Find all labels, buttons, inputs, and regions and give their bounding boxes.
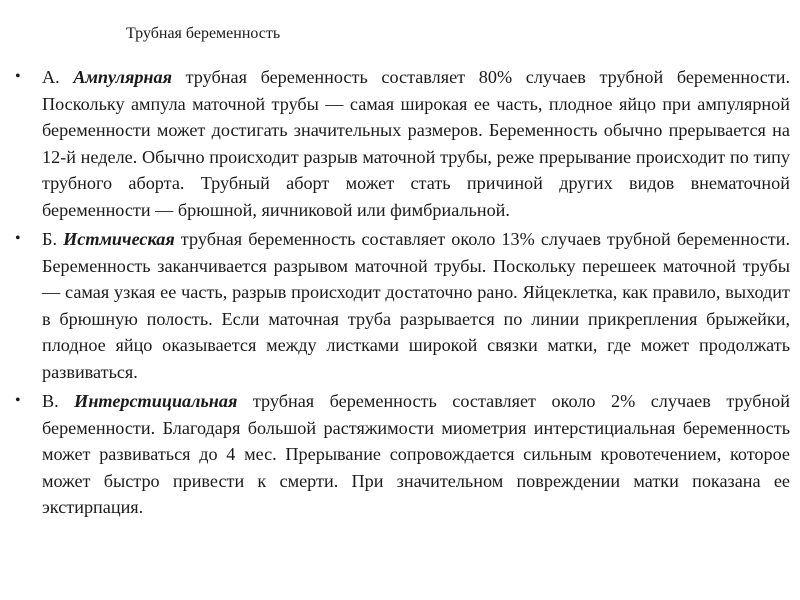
item-prefix: Б. (42, 229, 64, 249)
bullet-icon: • (15, 230, 21, 247)
item-text: трубная беременность составляет около 13% случаев трубной беременности. Беременность заканчивается разрывом маточной трубы. Поскольку перешеек маточной трубы — самая узкая ее часть, разрыв происходит достаточно рано. Яйцеклетка, как правило, выходит в брюшную полость. Если маточная труба разрывается по линии прикрепления брыжейки, плодное яйцо оказывается между листками широкой связки матки, где может продолжать развиваться. (42, 229, 790, 382)
list-item-isthmic (0, 226, 790, 385)
item-term: Интерстициальная (74, 391, 238, 411)
item-text: трубная беременность составляет 80% случаев трубной беременности. Поскольку ампула маточной трубы — самая широкая ее часть, плодное яйцо при ампулярной беременности может достигать значительных размеров. Беременность обычно прерывается на 12-й неделе. Обычно происходит разрыв маточной трубы, реже прерывание происходит по типу трубного аборта. Трубный аборт может стать причиной других видов внематочной беременности — брюшной, яичниковой или фимбриальной. (42, 67, 790, 220)
item-prefix: А. (42, 67, 74, 87)
list-item-interstitial (0, 388, 790, 521)
bullet-list (0, 64, 800, 524)
item-text: трубная беременность составляет около 2% случаев трубной беременности. Благодаря большой растяжимости миометрия интерстициальная беременность может развиваться до 4 мес. Прерывание сопровождается сильным кровотечением, которое может быстро привести к смерти. При значительном повреждении матки показана ее экстирпация. (42, 391, 791, 517)
item-term: Ампулярная (73, 67, 172, 87)
bullet-icon: • (15, 392, 21, 409)
slide-title: Трубная беременность (126, 25, 281, 42)
list-item-ampullar (0, 64, 790, 223)
item-prefix: В. (42, 391, 75, 411)
item-term: Истмическая (63, 229, 175, 249)
bullet-icon: • (15, 68, 21, 85)
